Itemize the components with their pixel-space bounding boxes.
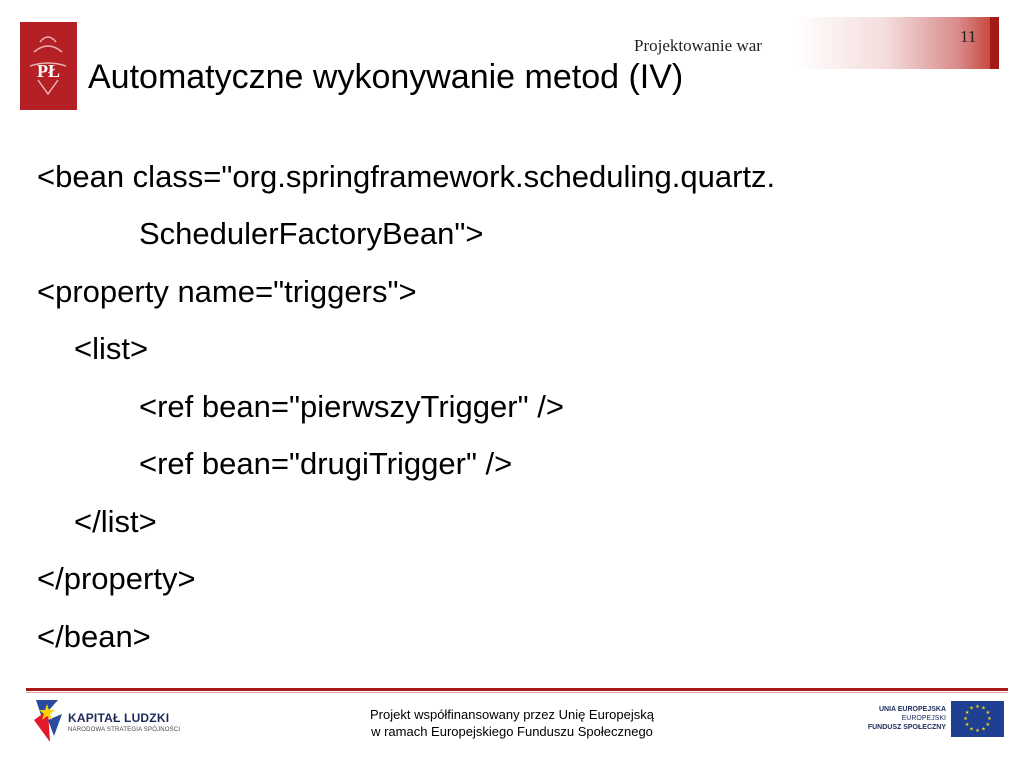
- svg-text:★: ★: [964, 710, 970, 716]
- course-title: Projektowanie war: [634, 36, 762, 55]
- kapital-ludzki-name: KAPITAŁ LUDZKI: [68, 711, 170, 725]
- svg-text:★: ★: [985, 722, 991, 728]
- footer-divider-shadow: [26, 692, 1008, 693]
- code-line: <list>: [74, 331, 149, 366]
- svg-text:★: ★: [963, 716, 968, 722]
- svg-text:★: ★: [975, 704, 980, 710]
- eu-label: [860, 705, 946, 732]
- svg-text:★: ★: [987, 716, 992, 722]
- code-line: </bean>: [37, 619, 151, 654]
- kapital-ludzki-subtitle: NARODOWA STRATEGIA SPÓJNOŚCI: [68, 727, 181, 733]
- eu-label-line-2: EUROPEJSKI: [901, 715, 946, 722]
- svg-text:★: ★: [981, 726, 986, 733]
- slide-title: Automatyczne wykonywanie metod (IV): [88, 58, 684, 96]
- eu-stars-icon: [951, 701, 1004, 737]
- eu-label-line-3: FUNDUSZ SPOŁECZNY: [867, 724, 946, 731]
- svg-text:★: ★: [969, 705, 974, 712]
- svg-text:★: ★: [985, 710, 991, 716]
- footer-funding-text: [300, 706, 724, 740]
- footer-divider: [26, 688, 1008, 691]
- footer-line-1: Projekt współfinansowany przez Unię Europejską: [370, 707, 654, 722]
- university-emblem-icon: [20, 22, 77, 110]
- header-accent-edge: [990, 17, 999, 69]
- code-line: </property>: [37, 561, 196, 596]
- svg-text:★: ★: [969, 726, 974, 733]
- svg-text:★: ★: [964, 722, 970, 728]
- university-logo: [20, 22, 77, 110]
- code-line: SchedulerFactoryBean">: [139, 216, 484, 251]
- svg-text:★: ★: [975, 728, 980, 734]
- code-line: <ref bean="drugiTrigger" />: [139, 446, 513, 481]
- kapital-ludzki-star-icon: [28, 696, 68, 746]
- code-line: <bean class="org.springframework.scheduling.quartz.: [37, 159, 776, 194]
- eu-flag-icon: [951, 701, 1004, 737]
- code-line: </list>: [74, 504, 157, 539]
- eu-label-line-1: UNIA EUROPEJSKA: [878, 706, 946, 713]
- logo-monogram: PŁ: [36, 61, 61, 81]
- slide-number: 11: [960, 27, 977, 46]
- code-line: <property name="triggers">: [37, 274, 417, 309]
- svg-text:★: ★: [981, 705, 986, 712]
- code-line: <ref bean="pierwszyTrigger" />: [139, 389, 564, 424]
- footer-line-2: w ramach Europejskiego Funduszu Społecznego: [371, 724, 653, 739]
